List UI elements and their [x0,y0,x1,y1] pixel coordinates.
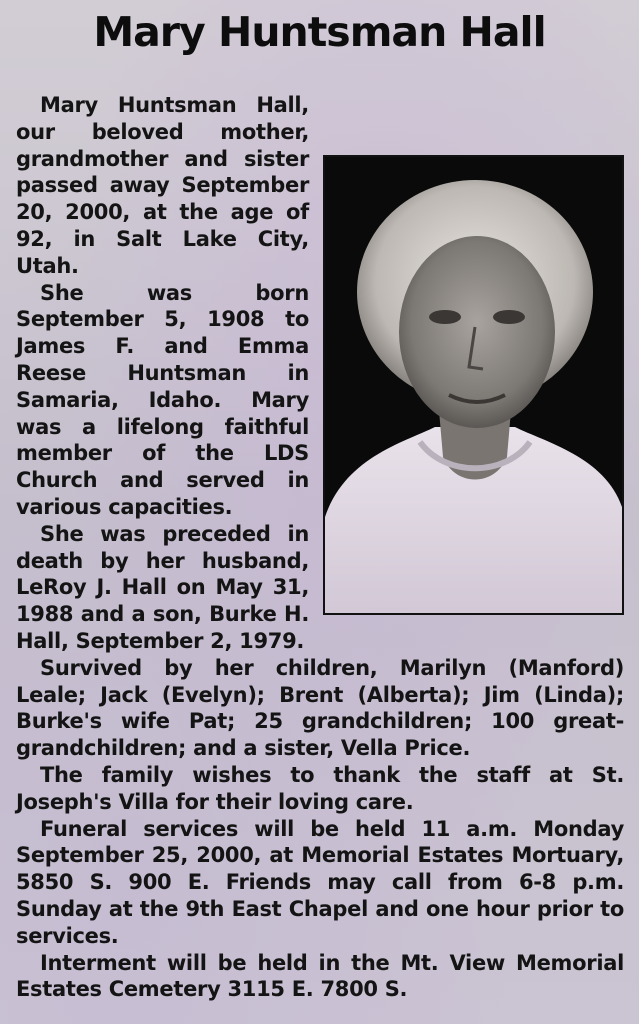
paragraph-1: Mary Huntsman Hall, our beloved mother, grandmother and sister passed away September 20, 2000, at the age of 92, in Salt Lake City, Utah. [16,93,309,278]
portrait-photo [323,155,624,615]
paragraph-7: Interment will be held in the Mt. View Memorial Estates Cemetery 3115 E. 7800 S. [16,950,624,1002]
paragraph-4: Survived by her children, Marilyn (Manford) Leale; Jack (Evelyn); Brent (Alberta); Jim (Linda); Burke's wife Pat; 25 grandchildren; 100 great-grandchildren; and a sister, Vella Price. [16,655,624,761]
portrait-image [325,157,622,613]
obituary-body [16,92,624,1003]
paragraph-2: She was born September 5, 1908 to James F. and Emma Reese Huntsman in Samaria, Idaho. Mary was a lifelong faithful member of the LDS Church and served in various capacities. [16,280,309,519]
paragraph-5: The family wishes to thank the staff at St. Joseph's Villa for their loving care. [16,762,624,814]
paragraph-3: She was preceded in death by her husband, LeRoy J. Hall on May 31, 1988 and a son, Burke H. Hall, September 2, 1979. [16,521,309,653]
obituary-title: Mary Huntsman Hall [93,8,546,56]
paragraph-6: Funeral services will be held 11 a.m. Monday September 25, 2000, at Memorial Estates Mortuary, 5850 S. 900 E. Friends may call from 6-8 p.m. Sunday at the 9th East Chapel and one hour prior to services. [16,816,624,948]
